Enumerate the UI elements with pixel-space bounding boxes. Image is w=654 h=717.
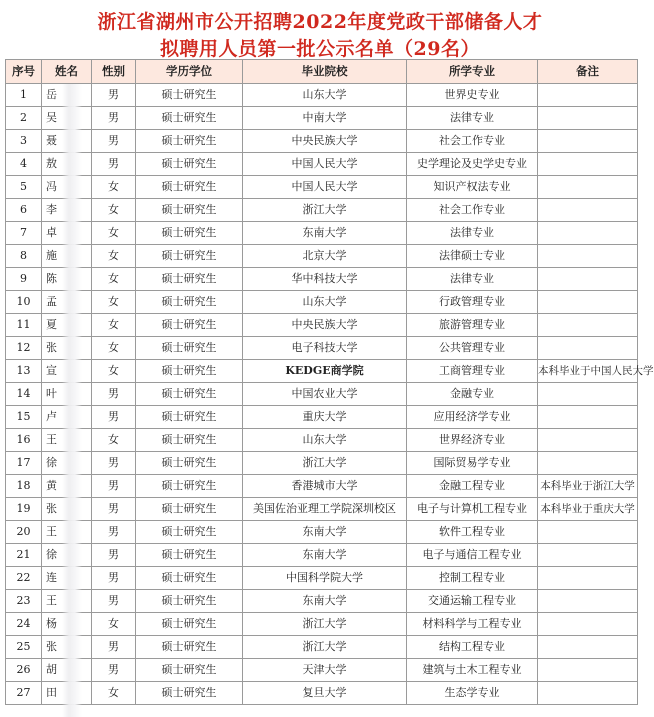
cell-name: 张 [42,498,92,521]
cell-major: 法律专业 [407,222,538,245]
cell-major: 法律专业 [407,107,538,130]
cell-major: 交通运输工程专业 [407,590,538,613]
table-row [6,521,638,544]
cell-major: 史学理论及史学史专业 [407,153,538,176]
cell-note: 本科毕业于重庆大学 [538,498,638,521]
cell-gender: 男 [92,406,136,429]
cell-note [538,153,638,176]
cell-name: 夏 [42,314,92,337]
cell-name: 李 [42,199,92,222]
cell-note [538,337,638,360]
cell-degree: 硕士研究生 [136,84,243,107]
cell-name: 岳 [42,84,92,107]
cell-degree: 硕士研究生 [136,222,243,245]
cell-index: 1 [6,84,42,107]
cell-school: 浙江大学 [243,452,407,475]
cell-degree: 硕士研究生 [136,268,243,291]
cell-major: 公共管理专业 [407,337,538,360]
cell-note [538,222,638,245]
cell-index: 24 [6,613,42,636]
page-subtitle: 拟聘用人员第一批公示名单（29名） [160,38,480,60]
cell-major: 法律硕士专业 [407,245,538,268]
table-header-row [6,60,638,84]
cell-school: 美国佐治亚理工学院深圳校区 [243,498,407,521]
cell-major: 工商管理专业 [407,360,538,383]
cell-name: 王 [42,590,92,613]
cell-name: 王 [42,429,92,452]
cell-index: 15 [6,406,42,429]
cell-note [538,682,638,705]
cell-school: 东南大学 [243,544,407,567]
table-row [6,567,638,590]
table-row [6,153,638,176]
cell-school: 中国人民大学 [243,153,407,176]
cell-school: 浙江大学 [243,613,407,636]
cell-school: 东南大学 [243,222,407,245]
cell-degree: 硕士研究生 [136,590,243,613]
cell-index: 9 [6,268,42,291]
cell-gender: 男 [92,636,136,659]
cell-school: 复旦大学 [243,682,407,705]
table-row [6,406,638,429]
cell-name: 宣 [42,360,92,383]
cell-note [538,268,638,291]
header-note: 备注 [538,60,638,84]
cell-gender: 男 [92,452,136,475]
cell-index: 17 [6,452,42,475]
cell-degree: 硕士研究生 [136,360,243,383]
cell-name: 冯 [42,176,92,199]
cell-school: 北京大学 [243,245,407,268]
cell-note [538,176,638,199]
cell-name: 胡 [42,659,92,682]
cell-degree: 硕士研究生 [136,475,243,498]
cell-gender: 男 [92,521,136,544]
cell-index: 26 [6,659,42,682]
table-row [6,636,638,659]
cell-gender: 男 [92,130,136,153]
cell-degree: 硕士研究生 [136,682,243,705]
cell-gender: 女 [92,176,136,199]
cell-note [538,567,638,590]
cell-name: 徐 [42,544,92,567]
cell-school: 电子科技大学 [243,337,407,360]
cell-major: 国际贸易学专业 [407,452,538,475]
table-row [6,337,638,360]
cell-index: 25 [6,636,42,659]
cell-name: 聂 [42,130,92,153]
cell-major: 社会工作专业 [407,199,538,222]
cell-degree: 硕士研究生 [136,337,243,360]
cell-index: 16 [6,429,42,452]
cell-index: 10 [6,291,42,314]
cell-degree: 硕士研究生 [136,452,243,475]
cell-index: 6 [6,199,42,222]
cell-name: 卢 [42,406,92,429]
cell-name: 施 [42,245,92,268]
cell-school: 东南大学 [243,590,407,613]
cell-note [538,314,638,337]
cell-school: 香港城市大学 [243,475,407,498]
cell-gender: 男 [92,84,136,107]
cell-degree: 硕士研究生 [136,636,243,659]
cell-gender: 女 [92,268,136,291]
cell-gender: 男 [92,498,136,521]
cell-school: 中国农业大学 [243,383,407,406]
cell-school: 山东大学 [243,84,407,107]
cell-note [538,636,638,659]
cell-name: 张 [42,636,92,659]
cell-index: 14 [6,383,42,406]
cell-index: 23 [6,590,42,613]
cell-note [538,383,638,406]
cell-gender: 女 [92,429,136,452]
cell-index: 8 [6,245,42,268]
cell-degree: 硕士研究生 [136,291,243,314]
cell-note [538,406,638,429]
cell-major: 应用经济学专业 [407,406,538,429]
cell-name: 黄 [42,475,92,498]
page-title: 浙江省湖州市公开招聘2022年度党政干部储备人才 [97,11,543,33]
cell-note [538,544,638,567]
cell-gender: 女 [92,222,136,245]
cell-gender: 男 [92,107,136,130]
cell-school: 山东大学 [243,429,407,452]
cell-degree: 硕士研究生 [136,498,243,521]
cell-major: 生态学专业 [407,682,538,705]
cell-index: 12 [6,337,42,360]
cell-gender: 男 [92,567,136,590]
cell-school: 中国科学院大学 [243,567,407,590]
cell-degree: 硕士研究生 [136,613,243,636]
cell-index: 11 [6,314,42,337]
cell-major: 行政管理专业 [407,291,538,314]
cell-degree: 硕士研究生 [136,314,243,337]
cell-school: 华中科技大学 [243,268,407,291]
cell-note: 本科毕业于浙江大学 [538,475,638,498]
cell-note [538,521,638,544]
cell-major: 软件工程专业 [407,521,538,544]
table-row [6,222,638,245]
cell-note [538,107,638,130]
table-row [6,498,638,521]
cell-name: 王 [42,521,92,544]
cell-degree: 硕士研究生 [136,176,243,199]
cell-degree: 硕士研究生 [136,153,243,176]
cell-note: 本科毕业于中国人民大学 [538,360,638,383]
cell-note [538,659,638,682]
cell-name: 徐 [42,452,92,475]
cell-index: 4 [6,153,42,176]
cell-note [538,84,638,107]
cell-name: 卓 [42,222,92,245]
cell-note [538,291,638,314]
table-row [6,314,638,337]
cell-gender: 男 [92,659,136,682]
cell-gender: 女 [92,613,136,636]
table-row [6,245,638,268]
cell-degree: 硕士研究生 [136,199,243,222]
cell-name: 吴 [42,107,92,130]
cell-note [538,130,638,153]
cell-school: 东南大学 [243,521,407,544]
header-name: 姓名 [42,60,92,84]
cell-major: 金融工程专业 [407,475,538,498]
table-row [6,199,638,222]
cell-major: 旅游管理专业 [407,314,538,337]
cell-gender: 女 [92,682,136,705]
cell-degree: 硕士研究生 [136,383,243,406]
table-row [6,544,638,567]
cell-school: 中南大学 [243,107,407,130]
cell-degree: 硕士研究生 [136,245,243,268]
cell-note [538,613,638,636]
cell-gender: 男 [92,544,136,567]
cell-index: 21 [6,544,42,567]
table-row [6,613,638,636]
cell-degree: 硕士研究生 [136,130,243,153]
cell-index: 22 [6,567,42,590]
cell-school: 浙江大学 [243,636,407,659]
cell-name: 杨 [42,613,92,636]
cell-gender: 女 [92,291,136,314]
table-row [6,107,638,130]
cell-gender: 男 [92,590,136,613]
cell-school: 中央民族大学 [243,314,407,337]
cell-name: 叶 [42,383,92,406]
cell-name: 田 [42,682,92,705]
cell-note [538,245,638,268]
cell-degree: 硕士研究生 [136,659,243,682]
cell-index: 19 [6,498,42,521]
cell-school: 中国人民大学 [243,176,407,199]
cell-major: 世界史专业 [407,84,538,107]
cell-index: 18 [6,475,42,498]
cell-major: 电子与通信工程专业 [407,544,538,567]
cell-index: 13 [6,360,42,383]
cell-major: 控制工程专业 [407,567,538,590]
cell-major: 金融专业 [407,383,538,406]
cell-school: KEDGE商学院 [243,360,407,383]
cell-name: 张 [42,337,92,360]
cell-gender: 女 [92,199,136,222]
table-row [6,268,638,291]
table-row [6,429,638,452]
header-degree: 学历学位 [136,60,243,84]
table-row [6,659,638,682]
cell-name: 陈 [42,268,92,291]
cell-major: 材料科学与工程专业 [407,613,538,636]
cell-name: 孟 [42,291,92,314]
table-row [6,590,638,613]
cell-major: 结构工程专业 [407,636,538,659]
cell-name: 敖 [42,153,92,176]
cell-major: 法律专业 [407,268,538,291]
cell-name: 连 [42,567,92,590]
cell-degree: 硕士研究生 [136,406,243,429]
cell-school: 天津大学 [243,659,407,682]
cell-gender: 女 [92,360,136,383]
header-gender: 性别 [92,60,136,84]
cell-degree: 硕士研究生 [136,521,243,544]
cell-school: 中央民族大学 [243,130,407,153]
cell-major: 世界经济专业 [407,429,538,452]
cell-major: 知识产权法专业 [407,176,538,199]
header-major: 所学专业 [407,60,538,84]
cell-note [538,452,638,475]
cell-index: 5 [6,176,42,199]
cell-major: 建筑与土木工程专业 [407,659,538,682]
cell-index: 3 [6,130,42,153]
cell-school: 浙江大学 [243,199,407,222]
table-row [6,176,638,199]
cell-index: 20 [6,521,42,544]
cell-gender: 女 [92,245,136,268]
cell-school: 重庆大学 [243,406,407,429]
cell-school: 山东大学 [243,291,407,314]
cell-index: 7 [6,222,42,245]
header-school: 毕业院校 [243,60,407,84]
cell-major: 电子与计算机工程专业 [407,498,538,521]
cell-gender: 男 [92,383,136,406]
cell-note [538,199,638,222]
cell-note [538,429,638,452]
header-index: 序号 [6,60,42,84]
cell-index: 2 [6,107,42,130]
table-row [6,682,638,705]
cell-index: 27 [6,682,42,705]
table-row [6,475,638,498]
table-row [6,291,638,314]
cell-degree: 硕士研究生 [136,567,243,590]
roster-table [5,59,654,705]
table-row [6,360,638,383]
table-row [6,130,638,153]
cell-gender: 女 [92,337,136,360]
cell-note [538,590,638,613]
cell-gender: 男 [92,153,136,176]
cell-gender: 男 [92,475,136,498]
table-row [6,383,638,406]
cell-degree: 硕士研究生 [136,107,243,130]
table-row [6,452,638,475]
cell-degree: 硕士研究生 [136,544,243,567]
cell-gender: 女 [92,314,136,337]
table-row [6,84,638,107]
cell-degree: 硕士研究生 [136,429,243,452]
cell-major: 社会工作专业 [407,130,538,153]
